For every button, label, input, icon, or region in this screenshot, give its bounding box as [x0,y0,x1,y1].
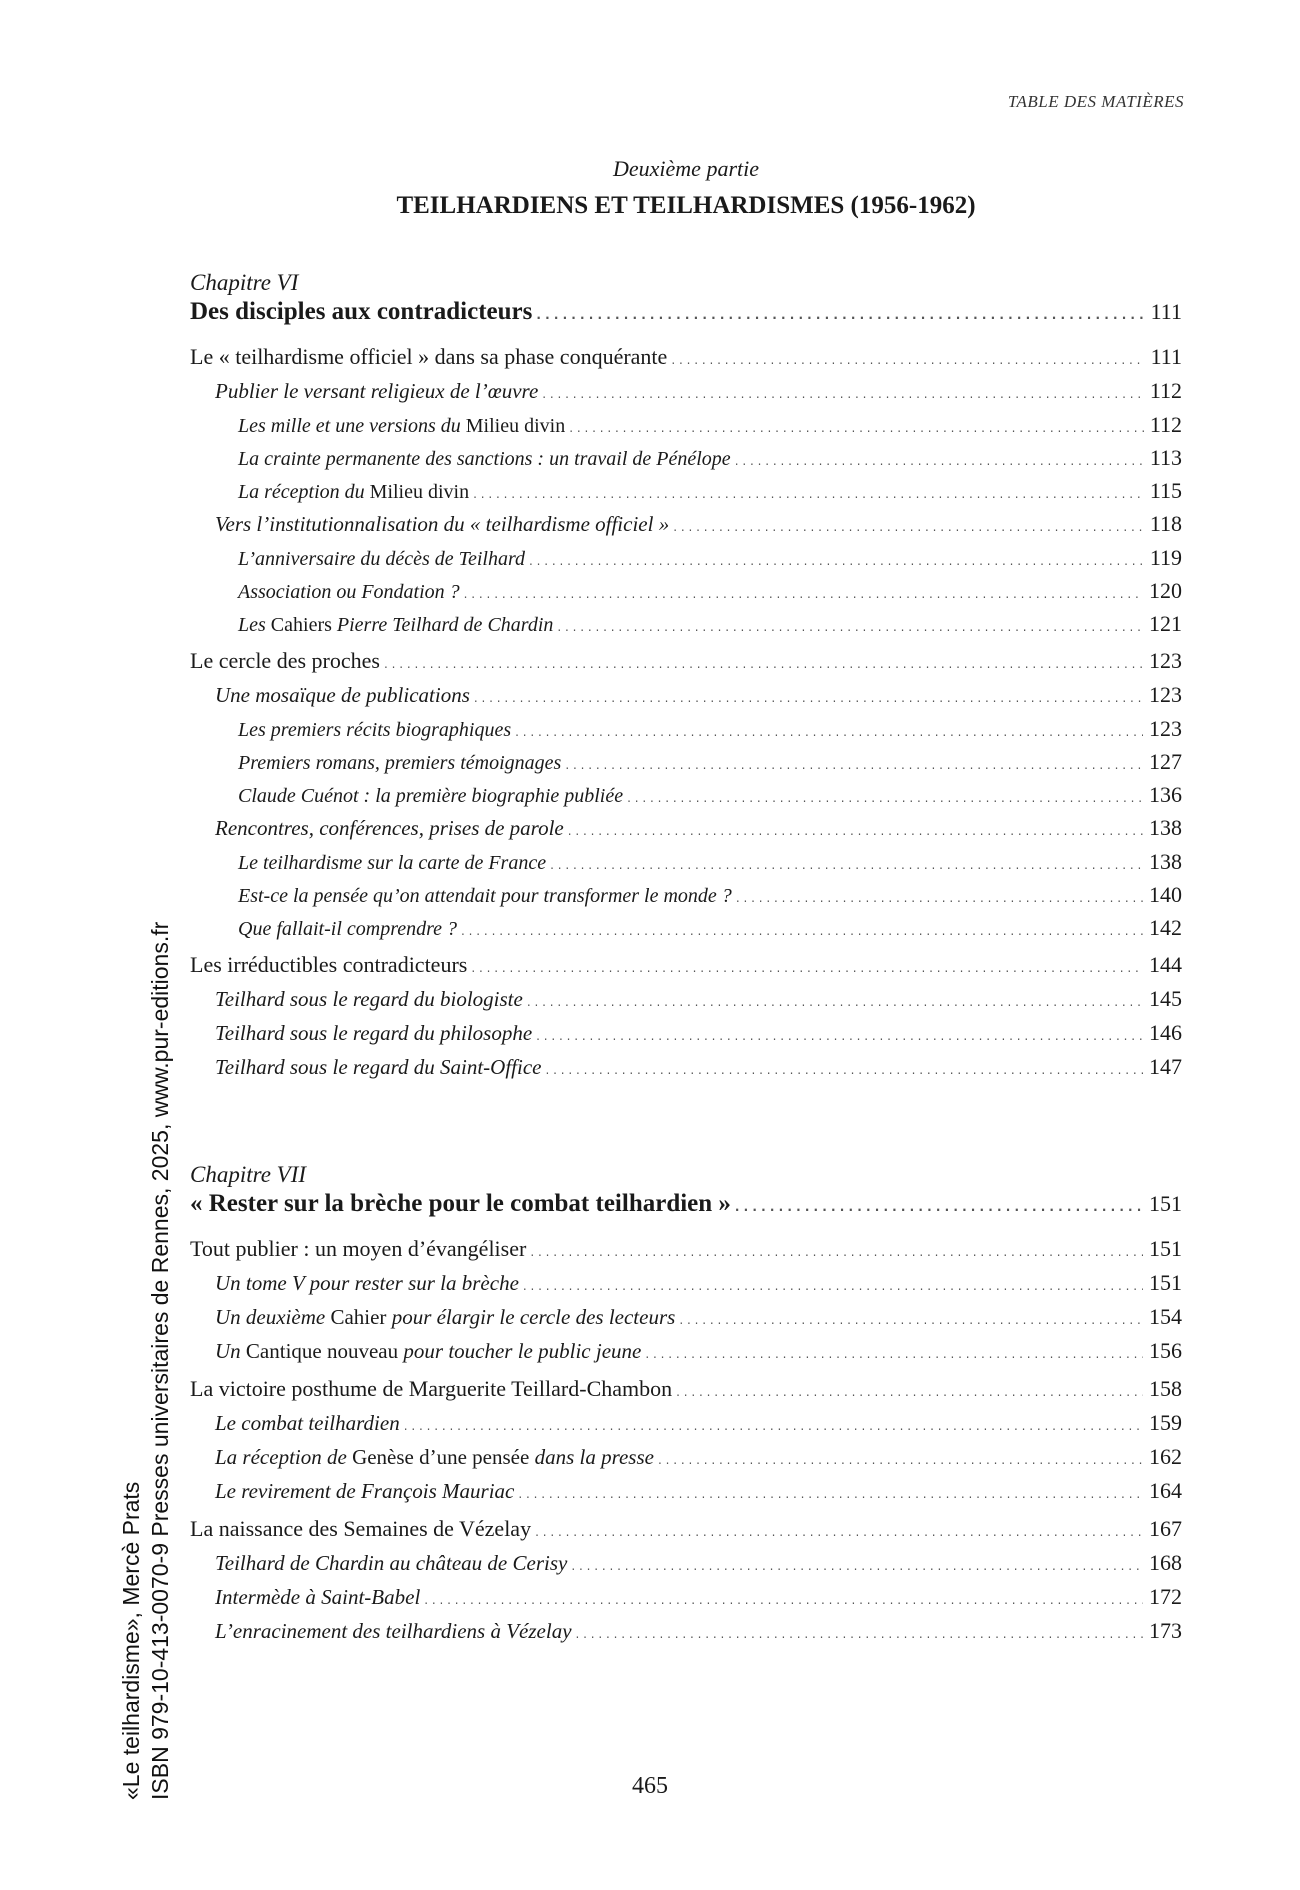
toc-subsection[interactable]: Intermède à Saint-Babel . . . 172 [190,1584,1182,1618]
page-ref: 151 [1149,1270,1182,1295]
toc-subsubsection[interactable]: L’anniversaire du décès de Teilhard . . . 119 [190,545,1182,578]
page-ref: 156 [1149,1338,1182,1363]
toc-subsection[interactable]: Teilhard sous le regard du biologiste . . . 145 [190,986,1182,1020]
chapter-6-toc [190,268,1182,1088]
part-heading [190,156,1182,220]
toc-subsection[interactable]: Le revirement de François Mauriac . . . 164 [190,1478,1182,1512]
part-label: Deuxième partie [613,156,759,181]
toc-subsection[interactable]: Publier le versant religieux de l’œuvre . . . 112 [190,378,1182,412]
toc-subsection[interactable]: Teilhard sous le regard du philosophe . . . 146 [190,1020,1182,1054]
toc-subsection[interactable]: Un tome V pour rester sur la brèche . . . 151 [190,1270,1182,1304]
toc-subsection[interactable]: Teilhard de Chardin au château de Cerisy . . . 168 [190,1550,1182,1584]
toc-subsubsection[interactable]: Que fallait-il comprendre ? . . . 142 [190,915,1182,948]
copyright-side-note [117,922,175,1800]
page-ref: 172 [1149,1584,1182,1609]
page-ref: 151 [1149,1191,1182,1216]
page-ref: 154 [1149,1304,1182,1329]
page-ref: 111 [1150,344,1182,369]
toc-subsection[interactable]: Un Cantique nouveau pour toucher le public jeune . . . 156 [190,1338,1182,1372]
page-ref: 112 [1149,412,1182,437]
page-ref: 138 [1149,815,1182,840]
toc-subsection[interactable]: L’enracinement des teilhardiens à Vézelay . . . 173 [190,1618,1182,1652]
page-ref: 121 [1149,611,1182,636]
side-note-line-2: ISBN 979-10-413-0070-9 Presses universitaires de Rennes, 2025, www.pur-editions.fr [147,921,173,1800]
page-ref: 168 [1149,1550,1182,1575]
toc-section[interactable]: Les irréductibles contradicteurs . . . 144 [190,952,1182,986]
side-note-line-1: «Le teilhardisme», Mercè Prats [118,1481,144,1800]
toc-subsubsection[interactable]: Les Cahiers Pierre Teilhard de Chardin . . . 121 [190,611,1182,644]
toc-subsection[interactable]: Teilhard sous le regard du Saint-Office . . . 147 [190,1054,1182,1088]
toc-subsubsection[interactable]: Le teilhardisme sur la carte de France . . . 138 [190,849,1182,882]
toc-subsubsection[interactable]: La crainte permanente des sanctions : un travail de Pénélope . . . 113 [190,445,1182,478]
page-ref: 142 [1149,915,1182,940]
toc-section[interactable]: La naissance des Semaines de Vézelay . . . 167 [190,1516,1182,1550]
page-ref: 173 [1149,1618,1182,1643]
page-ref: 145 [1149,986,1182,1011]
page-ref: 119 [1149,545,1182,570]
page-ref: 136 [1149,782,1182,807]
page-ref: 123 [1149,682,1182,707]
page-ref: 123 [1149,716,1182,741]
toc-subsection[interactable]: Un deuxième Cahier pour élargir le cercle des lecteurs . . . 154 [190,1304,1182,1338]
toc-subsection[interactable]: Une mosaïque de publications . . . 123 [190,682,1182,716]
toc-subsection[interactable]: Rencontres, conférences, prises de parole . . . 138 [190,815,1182,849]
toc-subsection[interactable]: La réception de Genèse d’une pensée dans la presse . . . 162 [190,1444,1182,1478]
part-title: TEILHARDIENS ET TEILHARDISMES (1956-1962) [396,192,976,219]
page-number: 465 [632,1773,668,1799]
page-ref: 144 [1149,952,1182,977]
toc-subsection[interactable]: Le combat teilhardien . . . 159 [190,1410,1182,1444]
toc-subsubsection[interactable]: La réception du Milieu divin . . . 115 [190,478,1182,511]
page-ref: 118 [1149,511,1182,536]
page-ref: 113 [1149,445,1182,470]
page-ref: 127 [1149,749,1182,774]
chapter-label: Chapitre VII [190,1162,307,1187]
toc-subsubsection[interactable]: Est-ce la pensée qu’on attendait pour transformer le monde ? . . . 140 [190,882,1182,915]
page-ref: 159 [1149,1410,1182,1435]
page-ref: 147 [1149,1054,1182,1079]
chapter-title-entry[interactable] [190,298,1182,338]
page-ref: 167 [1149,1516,1182,1541]
toc-subsubsection[interactable]: Claude Cuénot : la première biographie publiée . . . 136 [190,782,1182,815]
toc-subsubsection[interactable]: Premiers romans, premiers témoignages . . . 127 [190,749,1182,782]
toc-section[interactable]: Le « teilhardisme officiel » dans sa phase conquérante . . . 111 [190,344,1182,378]
page-ref: 111 [1150,299,1182,324]
toc-section[interactable]: Le cercle des proches . . . 123 [190,648,1182,682]
chapter-title: « Rester sur la brèche pour le combat teilhardien » [190,1190,731,1217]
page-ref: 123 [1149,648,1182,673]
page-ref: 158 [1149,1376,1182,1401]
chapter-7-toc [190,1160,1182,1652]
toc-subsubsection[interactable]: Association ou Fondation ? . . . 120 [190,578,1182,611]
page-ref: 120 [1149,578,1182,603]
page-ref: 146 [1149,1020,1182,1045]
page-ref: 115 [1149,478,1182,503]
page-ref: 112 [1149,378,1182,403]
toc-section[interactable]: La victoire posthume de Marguerite Teillard-Chambon . . . 158 [190,1376,1182,1410]
chapter-title: Des disciples aux contradicteurs [190,298,533,325]
chapter-label: Chapitre VI [190,270,299,295]
page-ref: 138 [1149,849,1182,874]
page-ref: 164 [1149,1478,1182,1503]
chapter-title-entry[interactable] [190,1190,1182,1230]
page-ref: 140 [1149,882,1182,907]
running-head: TABLE DES MATIÈRES [1007,92,1184,111]
toc-section[interactable]: Tout publier : un moyen d’évangéliser . . . 151 [190,1236,1182,1270]
toc-subsubsection[interactable]: Les premiers récits biographiques . . . 123 [190,716,1182,749]
toc-subsubsection[interactable]: Les mille et une versions du Milieu divin . . . 112 [190,412,1182,445]
page-ref: 151 [1149,1236,1182,1261]
page-ref: 162 [1149,1444,1182,1469]
toc-subsection[interactable]: Vers l’institutionnalisation du « teilhardisme officiel » . . . 118 [190,511,1182,545]
